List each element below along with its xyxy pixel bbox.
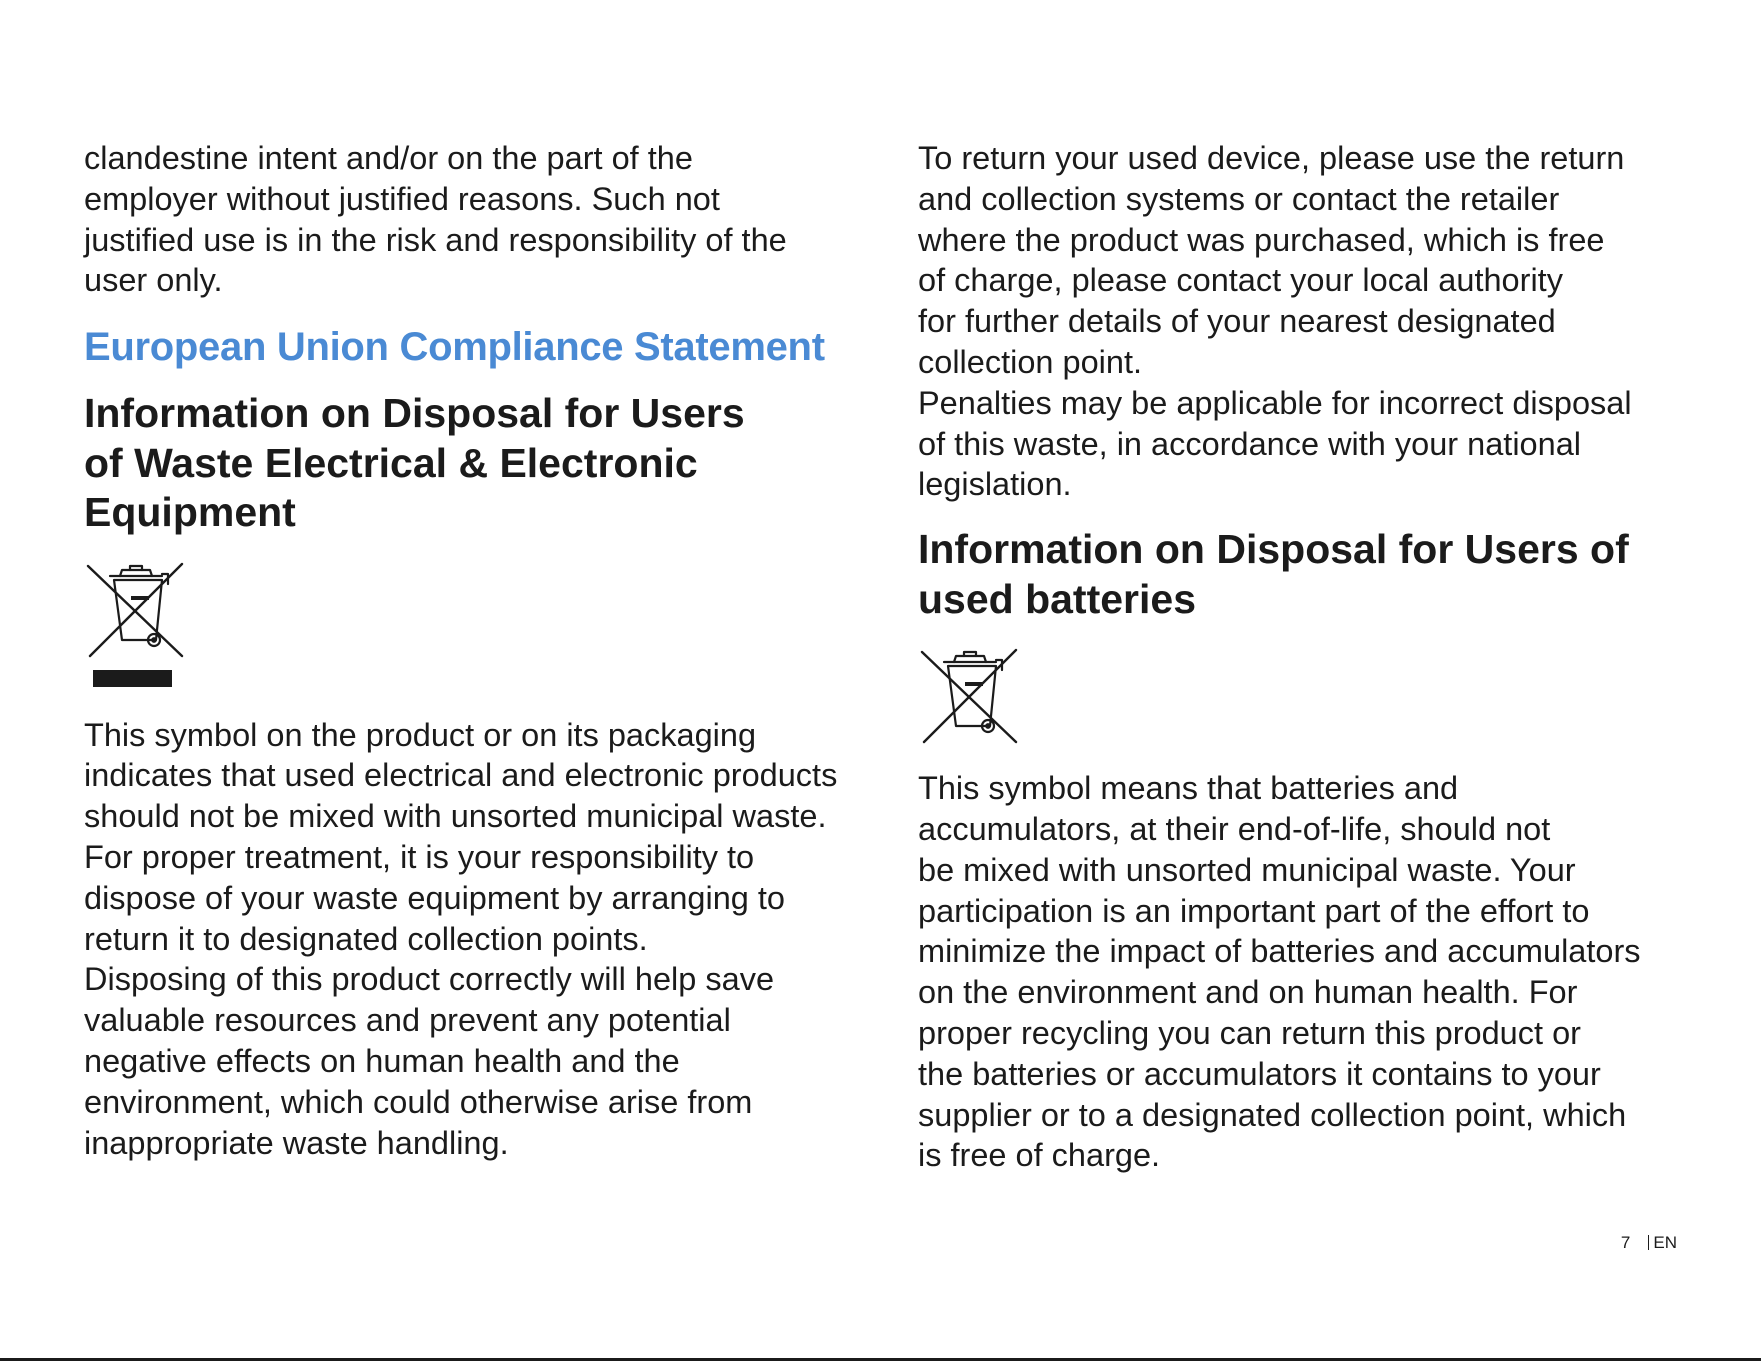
page-number: 7 xyxy=(1620,1233,1631,1252)
language-code: EN xyxy=(1653,1233,1677,1252)
crossed-out-wheelie-bin-icon xyxy=(918,646,1022,746)
batteries-symbol xyxy=(918,646,1030,746)
right-column xyxy=(918,138,1678,1176)
page-footer xyxy=(1621,1232,1677,1254)
crossed-out-wheelie-bin-icon xyxy=(84,560,188,660)
batteries-heading: Information on Disposal for Users of used batteries xyxy=(918,526,1629,622)
footer-separator xyxy=(1648,1235,1649,1250)
weee-symbol xyxy=(84,560,196,687)
return-paragraph: To return your used device, please use the return and collection systems or contact the retailer where the product was purchased, which is free of charge, please contact your local authority for further details of your nearest designated collection point. Penalties may be applicable for incorrect disposal of this waste, in accordance with your national legislation. xyxy=(918,140,1632,503)
intro-text: clandestine intent and/or on the part of the employer without justified reasons. Such not justified use is in the risk and responsibility of the user only. xyxy=(84,140,787,299)
weee-solid-bar xyxy=(93,670,172,687)
weee-paragraph: This symbol on the product or on its packaging indicates that used electrical and electronic products should not be mixed with unsorted municipal waste. For proper treatment, it is your responsibility to dispose of your waste equipment by arranging to return it to designated collection points. Disposing of this product correctly will help save valuable resources and prevent any potential negative effects on human health and the environment, which could otherwise arise from inappropriate waste handling. xyxy=(84,716,838,1161)
left-column xyxy=(84,138,844,1163)
eu-compliance-heading: European Union Compliance Statement xyxy=(84,325,825,370)
batteries-paragraph: This symbol means that batteries and accumulators, at their end-of-life, should not be mixed with unsorted municipal waste. Your participation is an important part of the effort to minimize the impact of batteries and accumulators on the environment and on human health. For proper recycling you can return this product or the batteries or accumulators it contains to your supplier or to a designated collection point, which is free of charge. xyxy=(918,770,1641,1174)
weee-heading: Information on Disposal for Users of Waste Electrical & Electronic Equipment xyxy=(84,390,745,536)
